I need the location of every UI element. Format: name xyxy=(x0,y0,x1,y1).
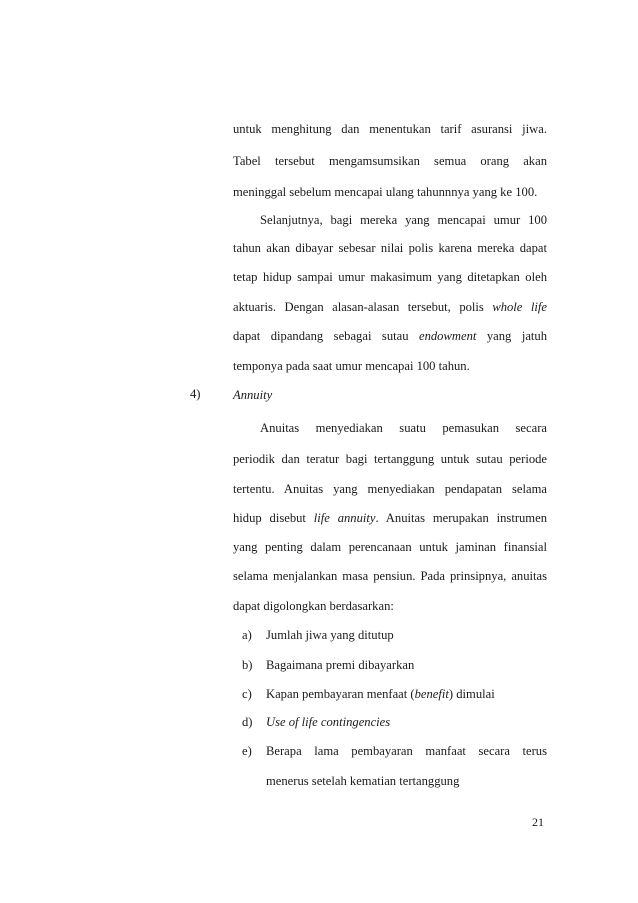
italic-term: endowment xyxy=(419,329,477,343)
list-marker: 4) xyxy=(190,387,201,401)
list-marker: c) xyxy=(242,687,252,701)
text-fragment: . Anuitas merupakan instrumen xyxy=(375,511,547,525)
text-fragment: aktuaris. Dengan alasan-alasan tersebut, polis xyxy=(233,300,484,314)
section-heading: Annuity xyxy=(233,388,273,402)
list-item: Use of life contingencies xyxy=(266,715,391,729)
text-fragment: yang jatuh xyxy=(486,329,547,343)
paragraph-line xyxy=(233,299,547,315)
paragraph-line: Tabel tersebut mengamsumsikan semua orang akan xyxy=(233,154,547,168)
italic-term: whole life xyxy=(492,300,547,314)
list-item: Jumlah jiwa yang ditutup xyxy=(266,628,394,642)
paragraph-line: periodik dan teratur bagi tertanggung untuk sutau periode xyxy=(233,452,547,466)
list-marker: e) xyxy=(242,744,252,758)
paragraph-line: tahun akan dibayar sebesar nilai polis karena mereka dapat xyxy=(233,241,547,255)
list-marker: d) xyxy=(242,715,253,729)
paragraph-line: meninggal sebelum mencapai ulang tahunnnya yang ke 100. xyxy=(233,185,538,199)
italic-term: benefit xyxy=(414,687,449,701)
page-number: 21 xyxy=(532,815,544,829)
text-fragment: Kapan pembayaran menfaat ( xyxy=(266,687,415,701)
list-item: Bagaimana premi dibayarkan xyxy=(266,658,415,672)
paragraph-line: temponya pada saat umur mencapai 100 tahun. xyxy=(233,359,470,373)
paragraph-line xyxy=(233,510,547,526)
text-fragment: dapat dipandang sebagai sutau xyxy=(233,329,409,343)
list-marker: a) xyxy=(242,628,252,642)
paragraph-line: untuk menghitung dan menentukan tarif asuransi jiwa. xyxy=(233,122,547,136)
list-item: Berapa lama pembayaran manfaat secara terus xyxy=(266,744,547,758)
paragraph-line: yang penting dalam perencanaan untuk jaminan finansial xyxy=(233,540,547,554)
paragraph-line: tetap hidup sampai umur makasimum yang ditetapkan oleh xyxy=(233,270,547,284)
paragraph-line xyxy=(233,328,547,344)
paragraph-line: selama menjalankan masa pensiun. Pada prinsipnya, anuitas xyxy=(233,569,547,583)
italic-term: life annuity xyxy=(313,511,376,525)
paragraph-line: tertentu. Anuitas yang menyediakan pendapatan selama xyxy=(233,482,547,496)
list-marker: b) xyxy=(242,658,253,672)
paragraph-line: Selanjutnya, bagi mereka yang mencapai umur 100 xyxy=(260,213,547,227)
list-item-continuation: menerus setelah kematian tertanggung xyxy=(266,774,460,788)
text-fragment: ) dimulai xyxy=(448,687,495,701)
paragraph-line: dapat digolongkan berdasarkan: xyxy=(233,599,394,613)
text-fragment: hidup disebut xyxy=(233,511,306,525)
list-item xyxy=(266,686,495,702)
paragraph-line: Anuitas menyediakan suatu pemasukan secara xyxy=(260,421,547,435)
